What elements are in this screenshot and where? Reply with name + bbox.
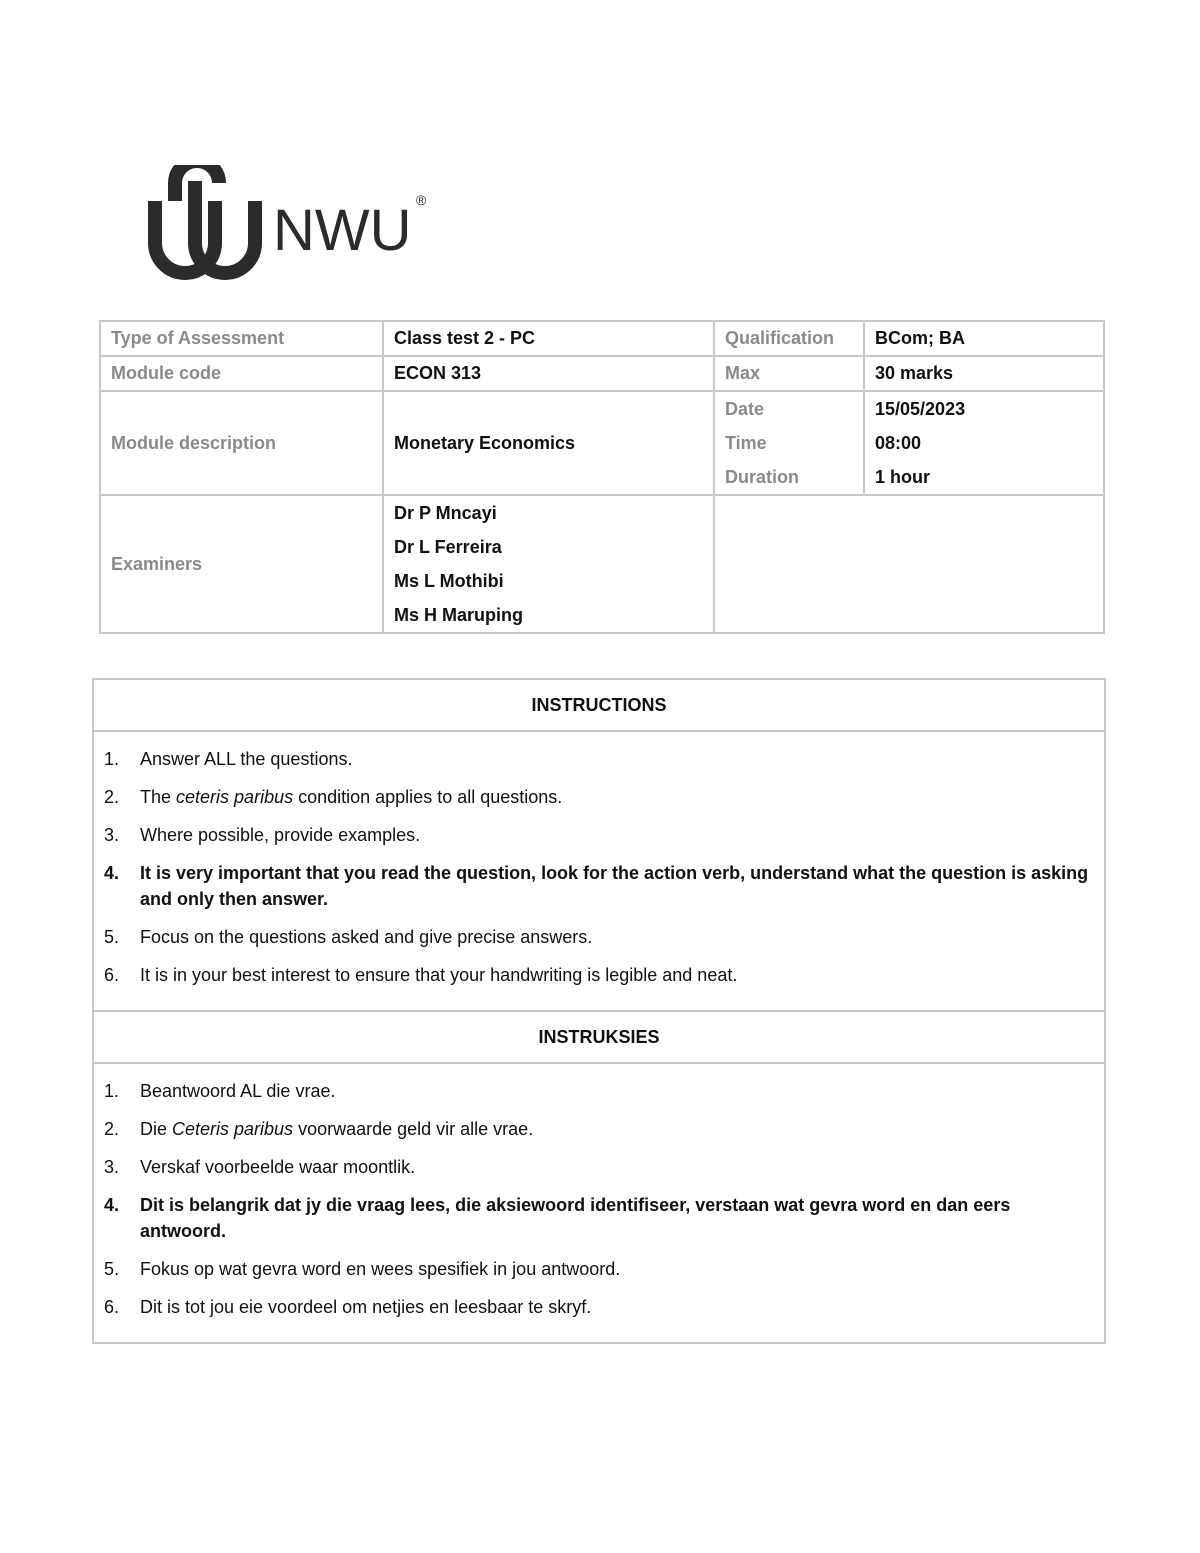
assessment-details-table xyxy=(99,320,1105,634)
instruksie-item: 3. Verskaf voorbeelde waar moontlik. xyxy=(104,1157,416,1177)
logo-text: NWU xyxy=(273,198,412,263)
max-value: 30 marks xyxy=(864,356,1104,391)
module-code-label: Module code xyxy=(100,356,383,391)
instructions-list xyxy=(94,732,1104,1010)
instruction-item: 2. The ceteris paribus condition applies to all questions. xyxy=(104,787,563,807)
instructions-box xyxy=(92,678,1106,1344)
module-description-value: Monetary Economics xyxy=(383,391,714,495)
max-label: Max xyxy=(714,356,864,391)
examiner-name: Ms L Mothibi xyxy=(394,571,504,591)
empty-cell xyxy=(714,495,1104,633)
instruksie-item: 6. Dit is tot jou eie voordeel om netjies en leesbaar te skryf. xyxy=(104,1297,592,1317)
examiner-name: Dr P Mncayi xyxy=(394,503,497,523)
instruksie-item: 1. Beantwoord AL die vrae. xyxy=(104,1081,336,1101)
instruksie-item: 5. Fokus op wat gevra word en wees spesifiek in jou antwoord. xyxy=(104,1259,621,1279)
duration-value: 1 hour xyxy=(875,467,931,487)
module-description-label: Module description xyxy=(100,391,383,495)
instruction-item: 1. Answer ALL the questions. xyxy=(104,749,353,769)
time-label: Time xyxy=(725,433,767,453)
duration-label: Duration xyxy=(725,467,799,487)
module-code-value: ECON 313 xyxy=(383,356,714,391)
type-of-assessment-value: Class test 2 - PC xyxy=(383,321,714,356)
instruction-item: 5. Focus on the questions asked and give precise answers. xyxy=(104,927,593,947)
nwu-logo-icon xyxy=(143,165,433,285)
schedule-labels xyxy=(714,391,864,495)
examiner-name: Dr L Ferreira xyxy=(394,537,502,557)
time-value: 08:00 xyxy=(875,433,922,453)
type-of-assessment-label: Type of Assessment xyxy=(100,321,383,356)
instruksie-item: 2. Die Ceteris paribus voorwaarde geld vir alle vrae. xyxy=(104,1119,534,1139)
examiners-list xyxy=(383,495,714,633)
examiners-label: Examiners xyxy=(100,495,383,633)
instruction-item: 4. It is very important that you read the question, look for the action verb, understand what the question is asking and only then answer. xyxy=(104,863,1089,909)
schedule-values xyxy=(864,391,1104,495)
nwu-logo xyxy=(143,165,433,285)
instruksies-heading: INSTRUKSIES xyxy=(94,1010,1104,1064)
instruction-item: 6. It is in your best interest to ensure that your handwriting is legible and neat. xyxy=(104,965,738,985)
registered-mark: ® xyxy=(416,192,427,208)
examiner-name: Ms H Maruping xyxy=(394,605,523,625)
date-label: Date xyxy=(725,399,765,419)
qualification-value: BCom; BA xyxy=(864,321,1104,356)
instruksie-item: 4. Dit is belangrik dat jy die vraag lees, die aksiewoord identifiseer, verstaan wat gevra word en dan eers antwoord. xyxy=(104,1195,1011,1241)
date-value: 15/05/2023 xyxy=(875,399,966,419)
instruksies-list xyxy=(94,1064,1104,1342)
instruction-item: 3. Where possible, provide examples. xyxy=(104,825,421,845)
instructions-heading: INSTRUCTIONS xyxy=(94,680,1104,732)
qualification-label: Qualification xyxy=(714,321,864,356)
